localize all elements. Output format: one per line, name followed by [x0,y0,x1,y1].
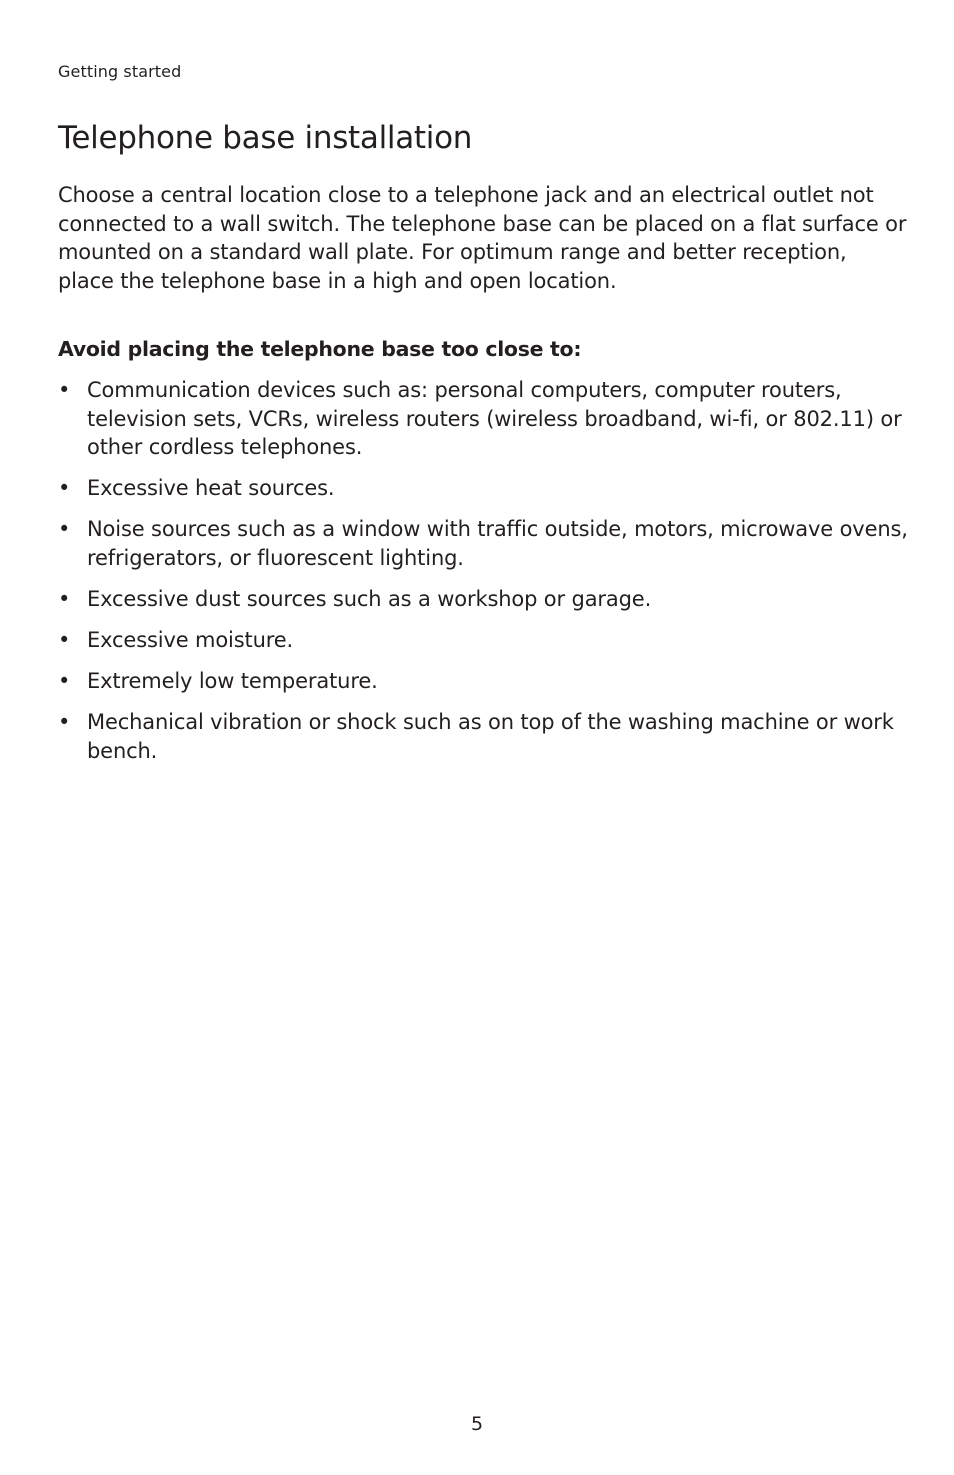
list-item-text: Mechanical vibration or shock such as on top of the washing machine or work bench. [87,710,894,763]
list-item [58,708,908,765]
bullet-icon: • [58,628,71,653]
list-item-text: Communication devices such as: personal computers, computer routers, television sets, VCRs, wireless routers (wireless broadband, wi-fi, or 802.11) or other cordless telephones. [87,378,902,460]
bullet-icon: • [58,517,71,542]
list-item [58,474,908,503]
page-number: 5 [470,1413,484,1435]
list-item [58,376,908,462]
running-header: Getting started [58,62,182,81]
avoid-list-heading: Avoid placing the telephone base too close to: [58,337,582,361]
list-item-text: Noise sources such as a window with traffic outside, motors, microwave ovens, refrigerators, or fluorescent lighting. [87,517,908,571]
list-item [58,585,908,614]
bullet-icon: • [58,378,71,402]
page-title: Telephone base installation [58,120,473,156]
bullet-icon: • [58,587,71,612]
list-item [58,667,908,696]
list-item-text: Excessive dust sources such as a workshop or garage. [87,587,652,612]
list-item [58,626,908,655]
intro-paragraph: Choose a central location close to a telephone jack and an electrical outlet not connected to a wall switch. The telephone base can be placed on a flat surface or mounted on a standard wall plate. For optimum range and better reception, place the telephone base in a high and open location. [58,183,907,294]
bullet-icon: • [58,476,71,501]
list-item-text: Extremely low temperature. [87,669,378,694]
avoid-list [58,376,908,778]
bullet-icon: • [58,710,71,735]
list-item [58,515,908,572]
list-item-text: Excessive moisture. [87,628,294,653]
list-item-text: Excessive heat sources. [87,476,335,501]
bullet-icon: • [58,669,71,694]
